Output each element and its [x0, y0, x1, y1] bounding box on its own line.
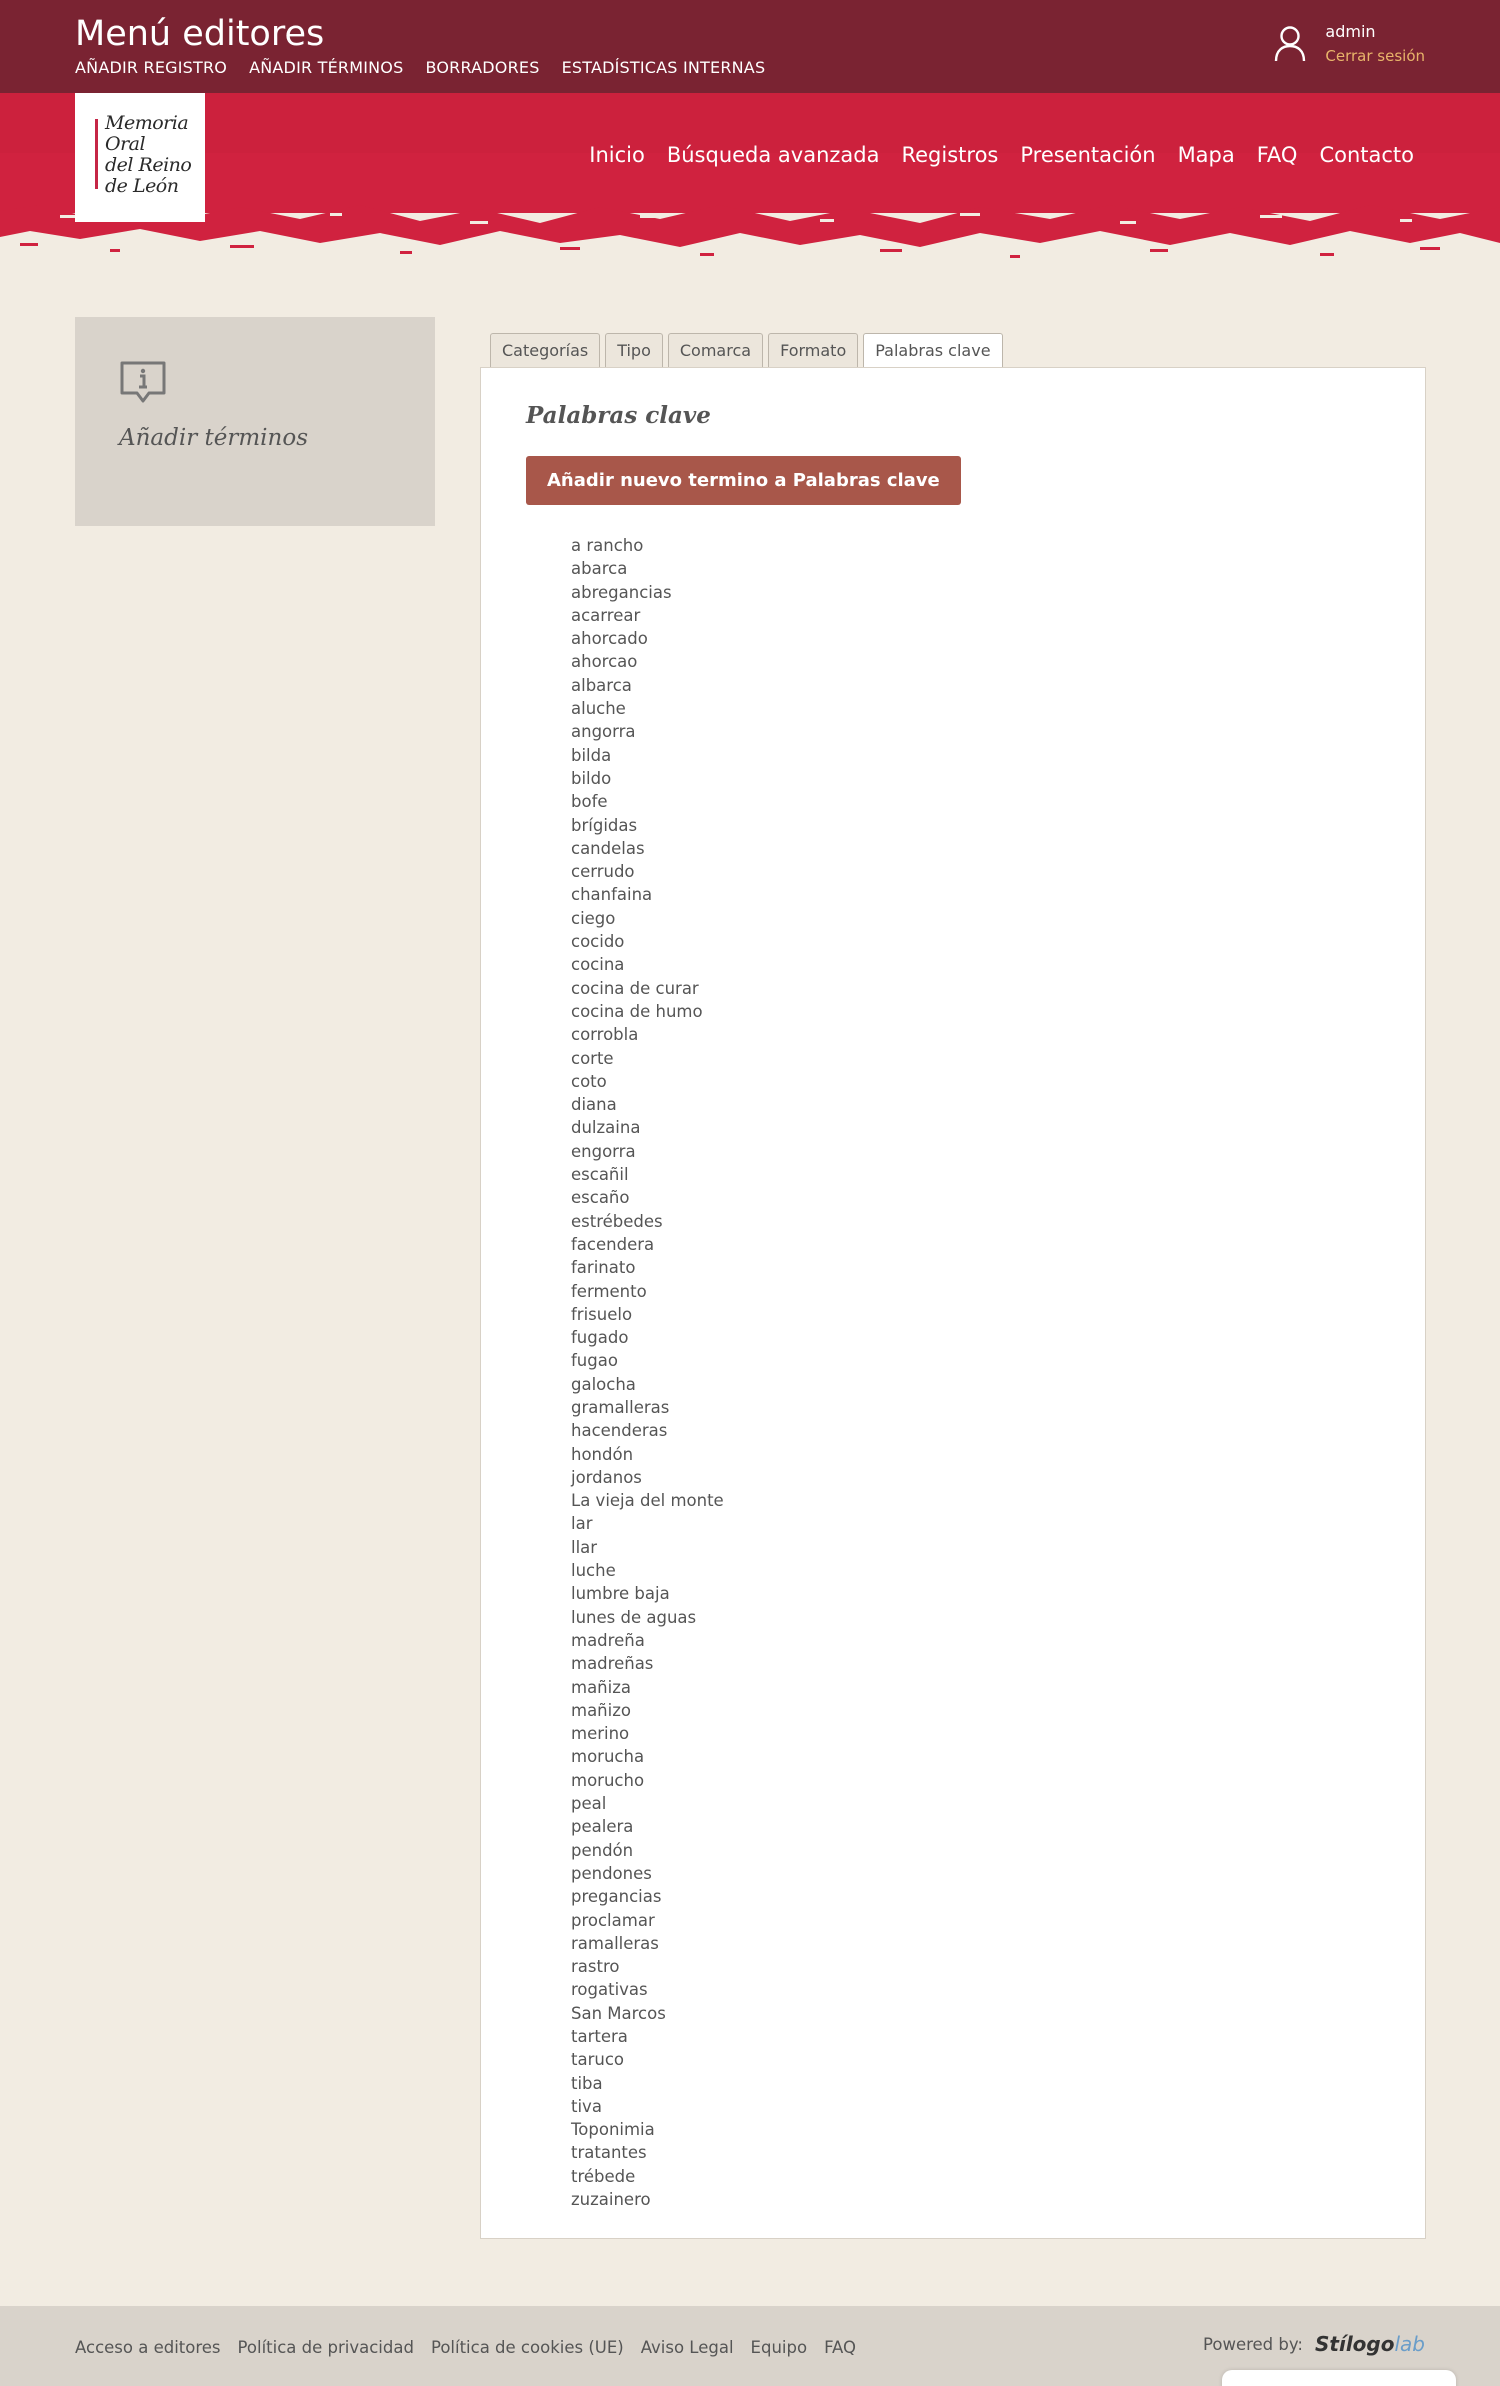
site-logo[interactable] [75, 93, 205, 222]
add-term-button[interactable]: Añadir nuevo termino a Palabras clave [526, 456, 961, 505]
term-list-item: cocina de curar [571, 978, 699, 998]
panel-title: Palabras clave [526, 402, 711, 429]
term-list-item: cocina [571, 955, 625, 975]
powered-label: Powered by: [1203, 2334, 1303, 2354]
nav-inicio[interactable]: Inicio [589, 143, 645, 167]
term-list-item: fermento [571, 1281, 647, 1301]
term-list-item: brígidas [571, 815, 638, 835]
footer-links [75, 2338, 856, 2357]
footer-link-editor-access[interactable]: Acceso a editores [75, 2338, 221, 2357]
term-list-item: chanfaina [571, 885, 653, 905]
term-list-item: hacenderas [571, 1421, 668, 1441]
tab-formato[interactable]: Formato [768, 333, 858, 367]
term-list-item: estrébedes [571, 1211, 663, 1231]
term-list-item: tiva [571, 2096, 602, 2116]
term-list-item: facendera [571, 1234, 655, 1254]
nav-presentacion[interactable]: Presentación [1020, 143, 1156, 167]
term-list-item: tiba [571, 2073, 603, 2093]
term-list-item: gramalleras [571, 1397, 670, 1417]
info-comment-icon [119, 359, 167, 407]
term-list-item: fugado [571, 1328, 629, 1348]
term-list-item: bildo [571, 768, 612, 788]
term-list-item: ahorcao [571, 652, 638, 672]
term-list-item: lar [571, 1514, 593, 1534]
term-list-item: pealera [571, 1817, 634, 1837]
editor-bar [0, 0, 1500, 93]
term-list-item: madreñas [571, 1654, 654, 1674]
term-list-item: La vieja del monte [571, 1491, 724, 1511]
term-list-item: rogativas [571, 1980, 648, 2000]
term-list-item: proclamar [571, 1910, 655, 1930]
user-icon[interactable] [1273, 25, 1307, 63]
term-list-item: tratantes [571, 2143, 647, 2163]
term-list-item: cocina de humo [571, 1001, 703, 1021]
logo-accent-bar [95, 119, 98, 189]
tab-comarca[interactable]: Comarca [668, 333, 763, 367]
term-list-item: Toponimia [571, 2120, 655, 2140]
footer-link-team[interactable]: Equipo [750, 2338, 808, 2357]
logo-text [105, 113, 191, 197]
term-list-item: pregancias [571, 1887, 662, 1907]
powered-by [1203, 2332, 1425, 2356]
term-list-item: mañiza [571, 1677, 631, 1697]
term-list-item: aluche [571, 699, 626, 719]
stilogo-brand: Stílogo [1315, 2332, 1395, 2356]
tab-tipo[interactable]: Tipo [605, 333, 663, 367]
nav-faq[interactable]: FAQ [1256, 143, 1298, 167]
header-banner [0, 93, 1500, 273]
editor-menu [75, 58, 765, 77]
term-list-item: cerrudo [571, 862, 635, 882]
editor-menu-add-terms[interactable]: AÑADIR TÉRMINOS [249, 58, 404, 77]
footer-link-cookies[interactable]: Política de cookies (UE) [430, 2338, 624, 2357]
user-box [1273, 22, 1425, 65]
nav-registros[interactable]: Registros [901, 143, 999, 167]
term-list-item: diana [571, 1095, 617, 1115]
editor-menu-title: Menú editores [75, 14, 325, 54]
tab-palabras-clave[interactable]: Palabras clave [863, 333, 1002, 368]
term-list-item: abregancias [571, 582, 672, 602]
term-list-item: farinato [571, 1258, 636, 1278]
logout-link[interactable]: Cerrar sesión [1325, 47, 1425, 65]
term-list-item: merino [571, 1724, 630, 1744]
term-list-item: dulzaina [571, 1118, 641, 1138]
logo-line-2: Oral [105, 133, 146, 155]
term-list-item: ahorcado [571, 629, 648, 649]
sidebar-label: Añadir términos [119, 425, 308, 451]
logo-line-4: de León [105, 175, 179, 197]
term-list-item: hondón [571, 1444, 634, 1464]
term-list-item: abarca [571, 559, 628, 579]
term-list-item: madreña [571, 1630, 645, 1650]
nav-mapa[interactable]: Mapa [1177, 143, 1235, 167]
term-list-item: pendón [571, 1840, 634, 1860]
stilogo-logo[interactable] [1315, 2332, 1425, 2356]
term-list-item: bilda [571, 745, 612, 765]
term-list-item: luche [571, 1561, 616, 1581]
user-info [1325, 22, 1425, 65]
term-list-item: cocido [571, 932, 625, 952]
footer-link-faq[interactable]: FAQ [824, 2338, 857, 2357]
term-list-item: albarca [571, 675, 632, 695]
term-list-item: escañil [571, 1165, 629, 1185]
tab-categorias[interactable]: Categorías [490, 333, 600, 367]
user-name: admin [1325, 22, 1376, 41]
term-list-item: ciego [571, 908, 616, 928]
sidebar-card [75, 317, 435, 526]
term-list-item: bofe [571, 792, 608, 812]
term-list-item: tartera [571, 2027, 628, 2046]
term-list-item: jordanos [571, 1467, 642, 1487]
term-list-item: corte [571, 1048, 614, 1068]
term-list-item: acarrear [571, 605, 641, 625]
term-list-item: galocha [571, 1374, 636, 1394]
term-list-item: llar [571, 1537, 598, 1557]
term-list-item: San Marcos [571, 2003, 666, 2023]
term-list-item: pendones [571, 1863, 652, 1883]
footer-link-legal[interactable]: Aviso Legal [640, 2338, 734, 2357]
editor-menu-internal-stats[interactable]: ESTADÍSTICAS INTERNAS [561, 58, 766, 77]
stilogo-brand-suffix: lab [1394, 2332, 1425, 2356]
term-list-item: peal [571, 1794, 607, 1814]
footer-link-privacy[interactable]: Política de privacidad [237, 2338, 414, 2357]
term-list-item: fugao [571, 1351, 618, 1371]
term-list-item: taruco [571, 2050, 624, 2070]
term-list-item: trébede [571, 2166, 636, 2186]
terms-panel [480, 367, 1426, 2239]
logo-line-1: Memoria [105, 112, 189, 134]
term-list [571, 534, 724, 2211]
main-nav [589, 143, 1414, 167]
term-list-item: engorra [571, 1141, 636, 1161]
term-list-item: frisuelo [571, 1304, 633, 1324]
banner-background [0, 93, 1500, 273]
nav-contacto[interactable]: Contacto [1319, 143, 1414, 167]
term-list-item: morucho [571, 1770, 645, 1790]
term-list-item: zuzainero [571, 2190, 651, 2210]
term-list-item: escaño [571, 1188, 630, 1208]
term-list-item: lumbre baja [571, 1584, 670, 1604]
tab-bar [490, 333, 1003, 368]
term-list-item: mañizo [571, 1700, 631, 1720]
term-list-item: a rancho [571, 536, 644, 555]
term-list-item: angorra [571, 722, 636, 742]
term-list-item: coto [571, 1071, 607, 1091]
term-list-item: corrobla [571, 1025, 639, 1045]
logo-line-3: del Reino [105, 154, 192, 176]
term-list-item: ramalleras [571, 1933, 659, 1953]
term-list-item: rastro [571, 1957, 620, 1977]
editor-menu-add-record[interactable]: AÑADIR REGISTRO [75, 58, 228, 77]
nav-busqueda-avanzada[interactable]: Búsqueda avanzada [666, 143, 880, 167]
term-list-item: morucha [571, 1747, 645, 1767]
term-list-item: lunes de aguas [571, 1607, 697, 1627]
editor-menu-drafts[interactable]: BORRADORES [425, 58, 540, 77]
cookie-consent-tab[interactable] [1222, 2370, 1456, 2386]
term-list-item: candelas [571, 838, 645, 858]
